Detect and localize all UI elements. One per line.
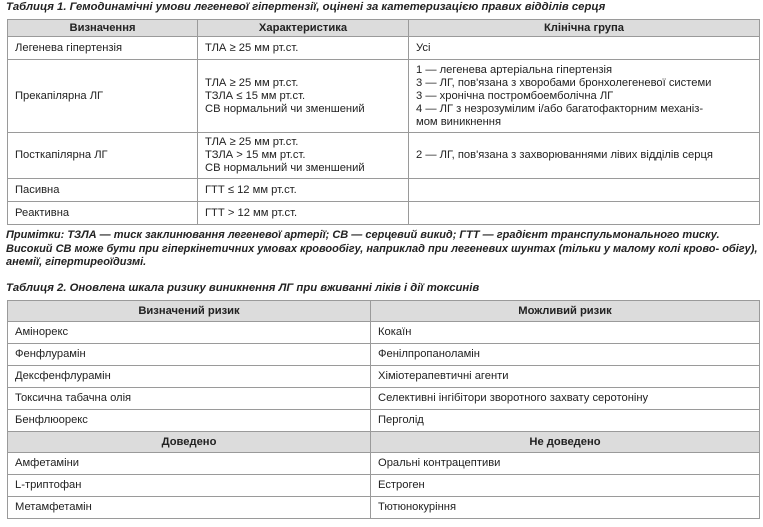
cell-possible: Фенілпропаноламін <box>371 344 760 366</box>
table-row <box>8 60 760 133</box>
cell-not-proven: Тютюнокуріння <box>371 497 760 519</box>
cell-clinical-group: 1 — легенева артеріальна гіпертензія 3 — ЛГ, пов'язана з хворобами бронхолегеневої системи 3 — хронічна постромбоемболічна ЛГ 4 — ЛГ з незрозумілим і/або багатофакторним механіз- мом виникнення <box>409 60 760 133</box>
table-row <box>8 322 760 344</box>
cell-definite: Амінорекс <box>8 322 371 344</box>
table1-caption: Таблиця 1. Гемодинамічні умови легеневої гіпертензії, оцінені за катетеризацією правих відділів серця <box>6 1 606 13</box>
cell-definite: Токсична табачна олія <box>8 388 371 410</box>
cell-proven: Амфетаміни <box>8 453 371 475</box>
cell-clinical-group <box>409 179 760 202</box>
table-row <box>8 179 760 202</box>
table-row <box>8 475 760 497</box>
table1-header-clinical-group: Клінічна група <box>409 20 760 37</box>
table-row <box>8 202 760 225</box>
table-row <box>8 410 760 432</box>
cell-characteristic: ГТТ ≤ 12 мм рт.ст. <box>198 179 409 202</box>
cell-proven: L-триптофан <box>8 475 371 497</box>
table-row <box>8 453 760 475</box>
table2-header-proven: Доведено <box>8 432 371 453</box>
cell-definite: Фенфлурамін <box>8 344 371 366</box>
cell-definite: Дексфенфлурамін <box>8 366 371 388</box>
cell-possible: Хіміотерапевтичні агенти <box>371 366 760 388</box>
cell-possible: Перголід <box>371 410 760 432</box>
cell-definition: Пасивна <box>8 179 198 202</box>
table2-drug-risk <box>7 300 760 519</box>
table-row <box>8 344 760 366</box>
cell-possible: Селективні інгібітори зворотного захвату серотоніну <box>371 388 760 410</box>
table-row <box>8 37 760 60</box>
table-row <box>8 133 760 179</box>
cell-characteristic: ТЛА ≥ 25 мм рт.ст. ТЗЛА ≤ 15 мм рт.ст. СВ нормальний чи зменшений <box>198 60 409 133</box>
cell-proven: Метамфетамін <box>8 497 371 519</box>
cell-not-proven: Оральні контрацептиви <box>371 453 760 475</box>
table1-notes: Примітки: ТЗЛА — тиск заклинювання легеневої артерії; СВ — серцевий викид; ГТТ — градієнт транспульмонального тиску. Високий СВ може бути при гіперкінетичних умовах кровообігу, наприклад при легеневих шунтах (тільки у малому колі крово- обігу), анемії, гіпертиреоїдизмі. <box>6 229 758 268</box>
cell-characteristic: ГТТ > 12 мм рт.ст. <box>198 202 409 225</box>
table2-header-possible-risk: Можливий ризик <box>371 301 760 322</box>
cell-characteristic: ТЛА ≥ 25 мм рт.ст. ТЗЛА > 15 мм рт.ст. СВ нормальний чи зменшений <box>198 133 409 179</box>
table2-caption: Таблиця 2. Оновлена шкала ризику виникнення ЛГ при вживанні ліків і дії токсинів <box>6 282 480 294</box>
cell-definition: Легенева гіпертензія <box>8 37 198 60</box>
cell-definition: Посткапілярна ЛГ <box>8 133 198 179</box>
table2-subheader-row <box>8 432 760 453</box>
table1-header-definition: Визначення <box>8 20 198 37</box>
cell-definite: Бенфлюорекс <box>8 410 371 432</box>
table2-header-row <box>8 301 760 322</box>
table2-header-definite-risk: Визначений ризик <box>8 301 371 322</box>
cell-not-proven: Естроген <box>371 475 760 497</box>
table1-header-row <box>8 20 760 37</box>
cell-clinical-group <box>409 202 760 225</box>
cell-characteristic: ТЛА ≥ 25 мм рт.ст. <box>198 37 409 60</box>
table1-hemodynamics <box>7 19 760 225</box>
table-row <box>8 366 760 388</box>
cell-definition: Прекапілярна ЛГ <box>8 60 198 133</box>
cell-possible: Кокаїн <box>371 322 760 344</box>
cell-definition: Реактивна <box>8 202 198 225</box>
table2-header-not-proven: Не доведено <box>371 432 760 453</box>
table1-header-characteristic: Характеристика <box>198 20 409 37</box>
table-row <box>8 388 760 410</box>
table-row <box>8 497 760 519</box>
cell-clinical-group: 2 — ЛГ, пов'язана з захворюваннями лівих відділів серця <box>409 133 760 179</box>
cell-clinical-group: Усі <box>409 37 760 60</box>
